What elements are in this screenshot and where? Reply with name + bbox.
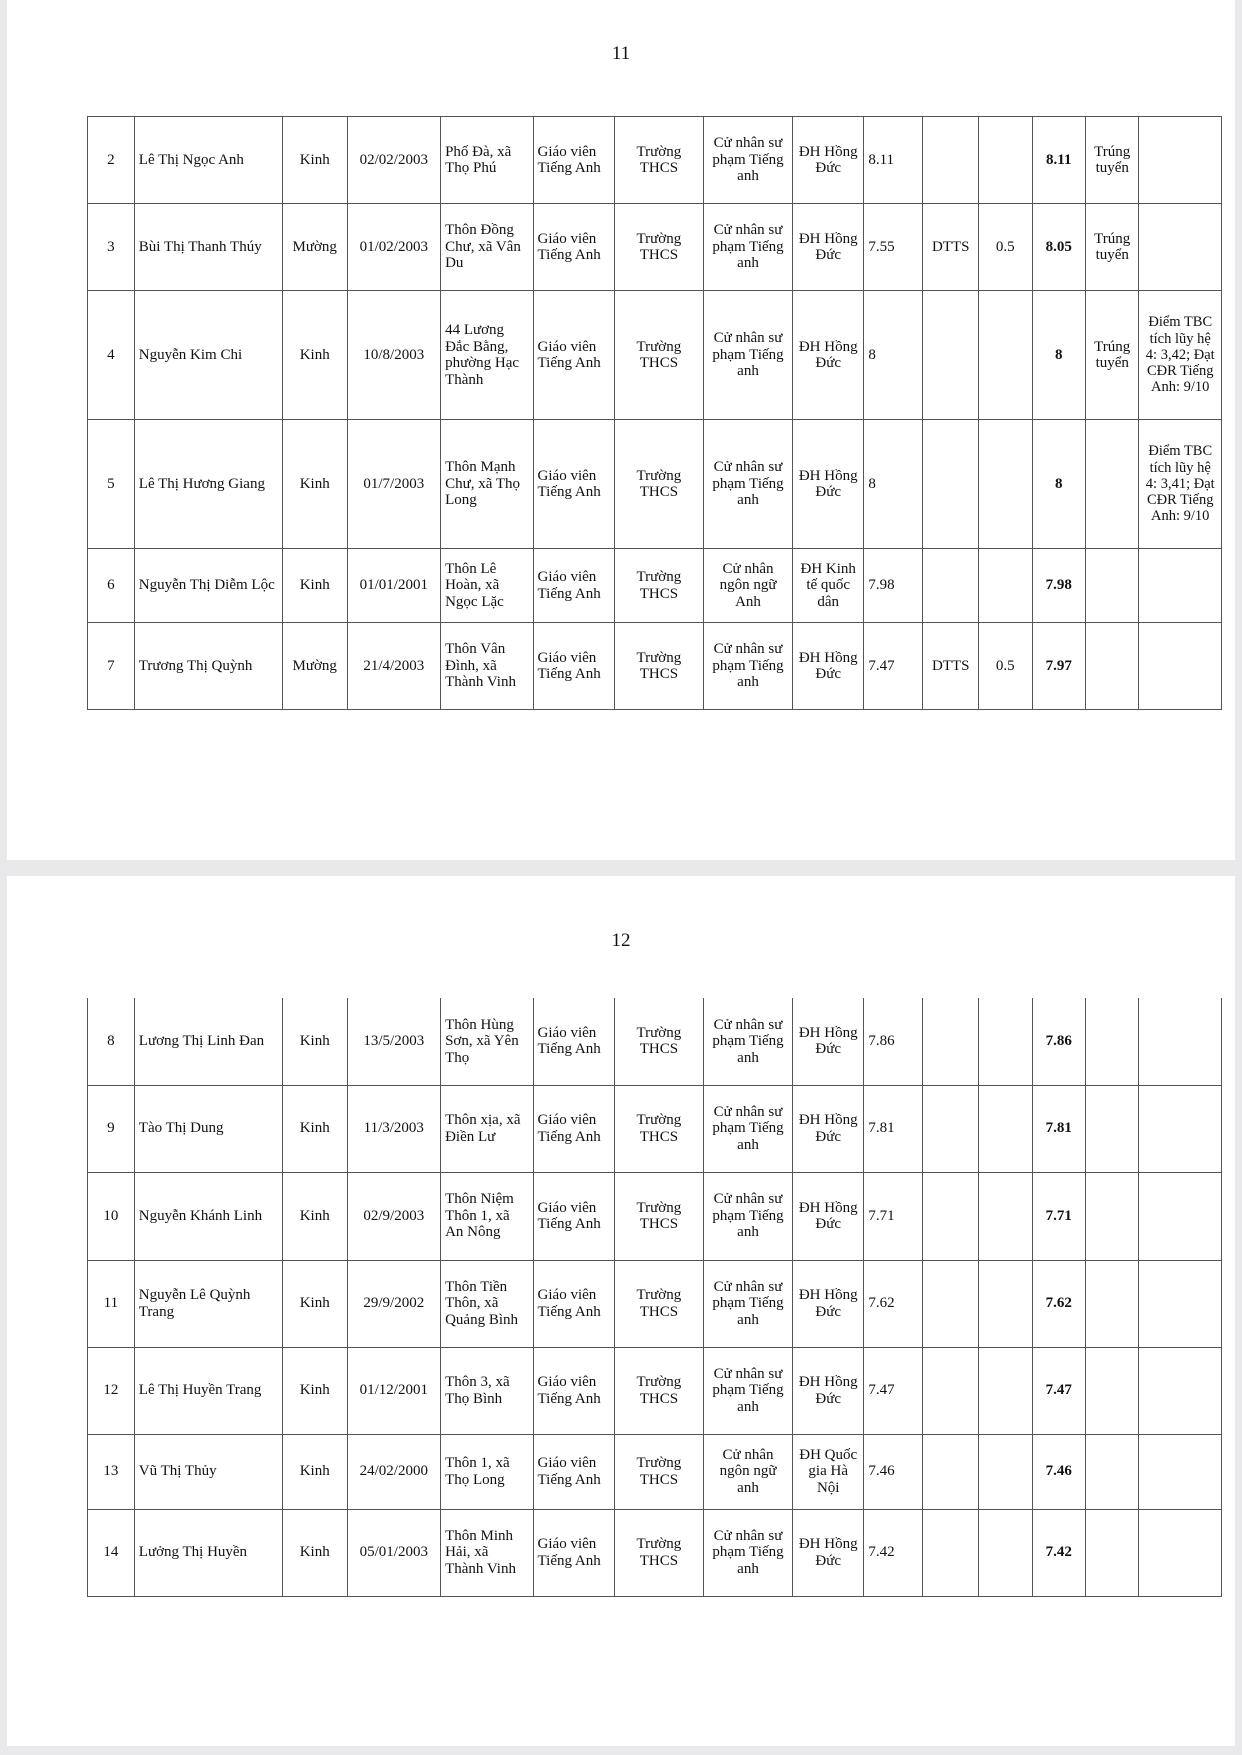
cell-stt: 3 xyxy=(88,204,135,291)
cell-school: Trường THCS xyxy=(614,549,703,623)
cell-dob: 01/01/2001 xyxy=(347,549,441,623)
cell-ethnicity: Kinh xyxy=(282,1434,347,1509)
cell-address: Thôn Vân Đình, xã Thành Vinh xyxy=(441,623,533,710)
table-row xyxy=(88,291,1222,420)
cell-position: Giáo viên Tiếng Anh xyxy=(533,420,614,549)
cell-address: Thôn Đồng Chư, xã Vân Du xyxy=(441,204,533,291)
cell-result xyxy=(1086,420,1139,549)
cell-university: ĐH Hồng Đức xyxy=(793,420,864,549)
cell-position: Giáo viên Tiếng Anh xyxy=(533,998,614,1085)
document-page-11 xyxy=(7,0,1235,860)
cell-priority xyxy=(923,1085,979,1172)
cell-note xyxy=(1139,204,1222,291)
cell-position: Giáo viên Tiếng Anh xyxy=(533,117,614,204)
cell-university: ĐH Kinh tế quốc dân xyxy=(793,549,864,623)
table-row xyxy=(88,998,1222,1085)
cell-name: Trương Thị Quỳnh xyxy=(134,623,282,710)
cell-university: ĐH Hồng Đức xyxy=(793,1260,864,1347)
cell-dob: 10/8/2003 xyxy=(347,291,441,420)
cell-position: Giáo viên Tiếng Anh xyxy=(533,549,614,623)
cell-stt: 9 xyxy=(88,1085,135,1172)
cell-degree: Cử nhân sư phạm Tiếng anh xyxy=(703,1347,792,1434)
cell-score: 7.42 xyxy=(864,1509,923,1596)
cell-address: Phố Đà, xã Thọ Phú xyxy=(441,117,533,204)
cell-score: 7.55 xyxy=(864,204,923,291)
cell-priority xyxy=(923,1347,979,1434)
cell-bonus xyxy=(979,1085,1032,1172)
cell-degree: Cử nhân sư phạm Tiếng anh xyxy=(703,998,792,1085)
cell-score: 7.46 xyxy=(864,1434,923,1509)
cell-position: Giáo viên Tiếng Anh xyxy=(533,204,614,291)
cell-ethnicity: Kinh xyxy=(282,291,347,420)
cell-priority xyxy=(923,420,979,549)
cell-name: Nguyễn Thị Diễm Lộc xyxy=(134,549,282,623)
cell-school: Trường THCS xyxy=(614,117,703,204)
cell-score: 8.11 xyxy=(864,117,923,204)
cell-university: ĐH Hồng Đức xyxy=(793,291,864,420)
table-row xyxy=(88,1509,1222,1596)
cell-total: 8.05 xyxy=(1032,204,1085,291)
cell-degree: Cử nhân ngôn ngữ anh xyxy=(703,1434,792,1509)
cell-address: 44 Lương Đắc Bằng, phường Hạc Thành xyxy=(441,291,533,420)
cell-dob: 13/5/2003 xyxy=(347,998,441,1085)
cell-address: Thôn Minh Hải, xã Thành Vinh xyxy=(441,1509,533,1596)
cell-address: Thôn Mạnh Chư, xã Thọ Long xyxy=(441,420,533,549)
cell-total: 8.11 xyxy=(1032,117,1085,204)
cell-address: Thôn xịa, xã Điền Lư xyxy=(441,1085,533,1172)
cell-stt: 8 xyxy=(88,998,135,1085)
cell-priority: DTTS xyxy=(923,204,979,291)
cell-stt: 2 xyxy=(88,117,135,204)
cell-ethnicity: Kinh xyxy=(282,998,347,1085)
cell-degree: Cử nhân sư phạm Tiếng anh xyxy=(703,1085,792,1172)
cell-university: ĐH Hồng Đức xyxy=(793,998,864,1085)
cell-school: Trường THCS xyxy=(614,1434,703,1509)
table-row xyxy=(88,1347,1222,1434)
cell-name: Lê Thị Hương Giang xyxy=(134,420,282,549)
cell-name: Nguyễn Lê Quỳnh Trang xyxy=(134,1260,282,1347)
cell-bonus xyxy=(979,1347,1032,1434)
cell-dob: 21/4/2003 xyxy=(347,623,441,710)
cell-ethnicity: Kinh xyxy=(282,1509,347,1596)
cell-dob: 05/01/2003 xyxy=(347,1509,441,1596)
cell-stt: 6 xyxy=(88,549,135,623)
cell-bonus xyxy=(979,291,1032,420)
cell-degree: Cử nhân sư phạm Tiếng anh xyxy=(703,623,792,710)
cell-result xyxy=(1086,1509,1139,1596)
cell-dob: 11/3/2003 xyxy=(347,1085,441,1172)
cell-result xyxy=(1086,1085,1139,1172)
cell-degree: Cử nhân sư phạm Tiếng anh xyxy=(703,291,792,420)
cell-name: Lương Thị Linh Đan xyxy=(134,998,282,1085)
cell-position: Giáo viên Tiếng Anh xyxy=(533,1434,614,1509)
cell-degree: Cử nhân sư phạm Tiếng anh xyxy=(703,1260,792,1347)
cell-score: 7.86 xyxy=(864,998,923,1085)
cell-total: 7.81 xyxy=(1032,1085,1085,1172)
cell-score: 7.81 xyxy=(864,1085,923,1172)
table-row xyxy=(88,117,1222,204)
cell-address: Thôn Hùng Sơn, xã Yên Thọ xyxy=(441,998,533,1085)
cell-ethnicity: Mường xyxy=(282,204,347,291)
cell-score: 7.47 xyxy=(864,623,923,710)
cell-university: ĐH Quốc gia Hà Nội xyxy=(793,1434,864,1509)
cell-degree: Cử nhân ngôn ngữ Anh xyxy=(703,549,792,623)
cell-score: 8 xyxy=(864,291,923,420)
cell-school: Trường THCS xyxy=(614,1260,703,1347)
cell-score: 7.47 xyxy=(864,1347,923,1434)
cell-name: Lê Thị Huyền Trang xyxy=(134,1347,282,1434)
cell-result: Trúng tuyển xyxy=(1086,291,1139,420)
cell-stt: 7 xyxy=(88,623,135,710)
cell-note xyxy=(1139,1509,1222,1596)
cell-position: Giáo viên Tiếng Anh xyxy=(533,1172,614,1260)
cell-priority xyxy=(923,1434,979,1509)
table-row xyxy=(88,1260,1222,1347)
cell-total: 7.71 xyxy=(1032,1172,1085,1260)
cell-dob: 02/02/2003 xyxy=(347,117,441,204)
cell-bonus xyxy=(979,1260,1032,1347)
cell-total: 7.62 xyxy=(1032,1260,1085,1347)
cell-address: Thôn 1, xã Thọ Long xyxy=(441,1434,533,1509)
cell-university: ĐH Hồng Đức xyxy=(793,1085,864,1172)
cell-priority xyxy=(923,1172,979,1260)
cell-position: Giáo viên Tiếng Anh xyxy=(533,623,614,710)
cell-address: Thôn 3, xã Thọ Bình xyxy=(441,1347,533,1434)
cell-priority xyxy=(923,998,979,1085)
cell-name: Bùi Thị Thanh Thúy xyxy=(134,204,282,291)
cell-result xyxy=(1086,623,1139,710)
cell-priority xyxy=(923,291,979,420)
cell-stt: 5 xyxy=(88,420,135,549)
cell-stt: 13 xyxy=(88,1434,135,1509)
cell-position: Giáo viên Tiếng Anh xyxy=(533,291,614,420)
cell-priority xyxy=(923,549,979,623)
cell-priority xyxy=(923,1509,979,1596)
cell-note xyxy=(1139,1085,1222,1172)
cell-university: ĐH Hồng Đức xyxy=(793,204,864,291)
cell-degree: Cử nhân sư phạm Tiếng anh xyxy=(703,204,792,291)
cell-degree: Cử nhân sư phạm Tiếng anh xyxy=(703,1172,792,1260)
cell-note xyxy=(1139,1172,1222,1260)
cell-score: 7.98 xyxy=(864,549,923,623)
table-row xyxy=(88,1434,1222,1509)
cell-bonus xyxy=(979,117,1032,204)
cell-total: 7.42 xyxy=(1032,1509,1085,1596)
cell-dob: 29/9/2002 xyxy=(347,1260,441,1347)
cell-note: Điểm TBC tích lũy hệ 4: 3,42; Đạt CĐR Tiếng Anh: 9/10 xyxy=(1139,291,1222,420)
cell-school: Trường THCS xyxy=(614,623,703,710)
cell-university: ĐH Hồng Đức xyxy=(793,623,864,710)
cell-note: Điểm TBC tích lũy hệ 4: 3,41; Đạt CĐR Tiếng Anh: 9/10 xyxy=(1139,420,1222,549)
cell-position: Giáo viên Tiếng Anh xyxy=(533,1085,614,1172)
cell-bonus xyxy=(979,1172,1032,1260)
cell-ethnicity: Kinh xyxy=(282,117,347,204)
cell-ethnicity: Kinh xyxy=(282,1260,347,1347)
cell-bonus xyxy=(979,998,1032,1085)
cell-note xyxy=(1139,623,1222,710)
cell-stt: 10 xyxy=(88,1172,135,1260)
cell-dob: 01/02/2003 xyxy=(347,204,441,291)
cell-degree: Cử nhân sư phạm Tiếng anh xyxy=(703,117,792,204)
table-row xyxy=(88,420,1222,549)
table-row xyxy=(88,1172,1222,1260)
cell-dob: 01/12/2001 xyxy=(347,1347,441,1434)
cell-name: Nguyễn Khánh Linh xyxy=(134,1172,282,1260)
table-row xyxy=(88,1085,1222,1172)
cell-ethnicity: Kinh xyxy=(282,1085,347,1172)
cell-school: Trường THCS xyxy=(614,1509,703,1596)
page-number: 11 xyxy=(611,43,631,64)
cell-stt: 4 xyxy=(88,291,135,420)
cell-dob: 24/02/2000 xyxy=(347,1434,441,1509)
cell-score: 7.71 xyxy=(864,1172,923,1260)
cell-university: ĐH Hồng Đức xyxy=(793,1172,864,1260)
cell-degree: Cử nhân sư phạm Tiếng anh xyxy=(703,1509,792,1596)
cell-total: 7.97 xyxy=(1032,623,1085,710)
cell-result xyxy=(1086,1347,1139,1434)
cell-school: Trường THCS xyxy=(614,1347,703,1434)
cell-note xyxy=(1139,549,1222,623)
cell-ethnicity: Kinh xyxy=(282,1347,347,1434)
cell-ethnicity: Mường xyxy=(282,623,347,710)
cell-stt: 14 xyxy=(88,1509,135,1596)
cell-name: Tào Thị Dung xyxy=(134,1085,282,1172)
cell-total: 7.98 xyxy=(1032,549,1085,623)
cell-name: Vũ Thị Thủy xyxy=(134,1434,282,1509)
table-row xyxy=(88,623,1222,710)
cell-result xyxy=(1086,1260,1139,1347)
cell-bonus xyxy=(979,549,1032,623)
cell-result xyxy=(1086,998,1139,1085)
cell-name: Lê Thị Ngọc Anh xyxy=(134,117,282,204)
cell-school: Trường THCS xyxy=(614,420,703,549)
cell-university: ĐH Hồng Đức xyxy=(793,1347,864,1434)
cell-position: Giáo viên Tiếng Anh xyxy=(533,1509,614,1596)
cell-priority: DTTS xyxy=(923,623,979,710)
cell-score: 7.62 xyxy=(864,1260,923,1347)
cell-total: 7.46 xyxy=(1032,1434,1085,1509)
cell-address: Thôn Tiền Thôn, xã Quảng Bình xyxy=(441,1260,533,1347)
cell-name: Nguyễn Kim Chi xyxy=(134,291,282,420)
cell-position: Giáo viên Tiếng Anh xyxy=(533,1347,614,1434)
cell-address: Thôn Niệm Thôn 1, xã An Nông xyxy=(441,1172,533,1260)
cell-dob: 02/9/2003 xyxy=(347,1172,441,1260)
cell-bonus: 0.5 xyxy=(979,204,1032,291)
cell-result xyxy=(1086,549,1139,623)
cell-ethnicity: Kinh xyxy=(282,549,347,623)
cell-degree: Cử nhân sư phạm Tiếng anh xyxy=(703,420,792,549)
cell-result xyxy=(1086,1172,1139,1260)
table-row xyxy=(88,204,1222,291)
cell-school: Trường THCS xyxy=(614,1172,703,1260)
cell-note xyxy=(1139,1347,1222,1434)
cell-note xyxy=(1139,1434,1222,1509)
cell-school: Trường THCS xyxy=(614,1085,703,1172)
document-page-12 xyxy=(7,876,1235,1746)
cell-note xyxy=(1139,1260,1222,1347)
cell-stt: 12 xyxy=(88,1347,135,1434)
cell-ethnicity: Kinh xyxy=(282,420,347,549)
cell-total: 8 xyxy=(1032,291,1085,420)
cell-dob: 01/7/2003 xyxy=(347,420,441,549)
cell-position: Giáo viên Tiếng Anh xyxy=(533,1260,614,1347)
cell-result xyxy=(1086,1434,1139,1509)
cell-note xyxy=(1139,998,1222,1085)
cell-bonus xyxy=(979,1434,1032,1509)
cell-priority xyxy=(923,117,979,204)
cell-school: Trường THCS xyxy=(614,998,703,1085)
cell-ethnicity: Kinh xyxy=(282,1172,347,1260)
cell-bonus: 0.5 xyxy=(979,623,1032,710)
cell-name: Lưởng Thị Huyền xyxy=(134,1509,282,1596)
cell-result: Trúng tuyển xyxy=(1086,204,1139,291)
cell-bonus xyxy=(979,420,1032,549)
candidate-table xyxy=(87,116,1222,710)
cell-school: Trường THCS xyxy=(614,291,703,420)
cell-total: 7.86 xyxy=(1032,998,1085,1085)
candidate-table xyxy=(87,998,1222,1597)
table-row xyxy=(88,549,1222,623)
cell-university: ĐH Hồng Đức xyxy=(793,1509,864,1596)
cell-total: 8 xyxy=(1032,420,1085,549)
cell-total: 7.47 xyxy=(1032,1347,1085,1434)
cell-address: Thôn Lê Hoàn, xã Ngọc Lặc xyxy=(441,549,533,623)
cell-bonus xyxy=(979,1509,1032,1596)
cell-result: Trúng tuyển xyxy=(1086,117,1139,204)
cell-stt: 11 xyxy=(88,1260,135,1347)
cell-priority xyxy=(923,1260,979,1347)
cell-university: ĐH Hồng Đức xyxy=(793,117,864,204)
cell-note xyxy=(1139,117,1222,204)
page-number: 12 xyxy=(611,930,631,951)
cell-score: 8 xyxy=(864,420,923,549)
cell-school: Trường THCS xyxy=(614,204,703,291)
